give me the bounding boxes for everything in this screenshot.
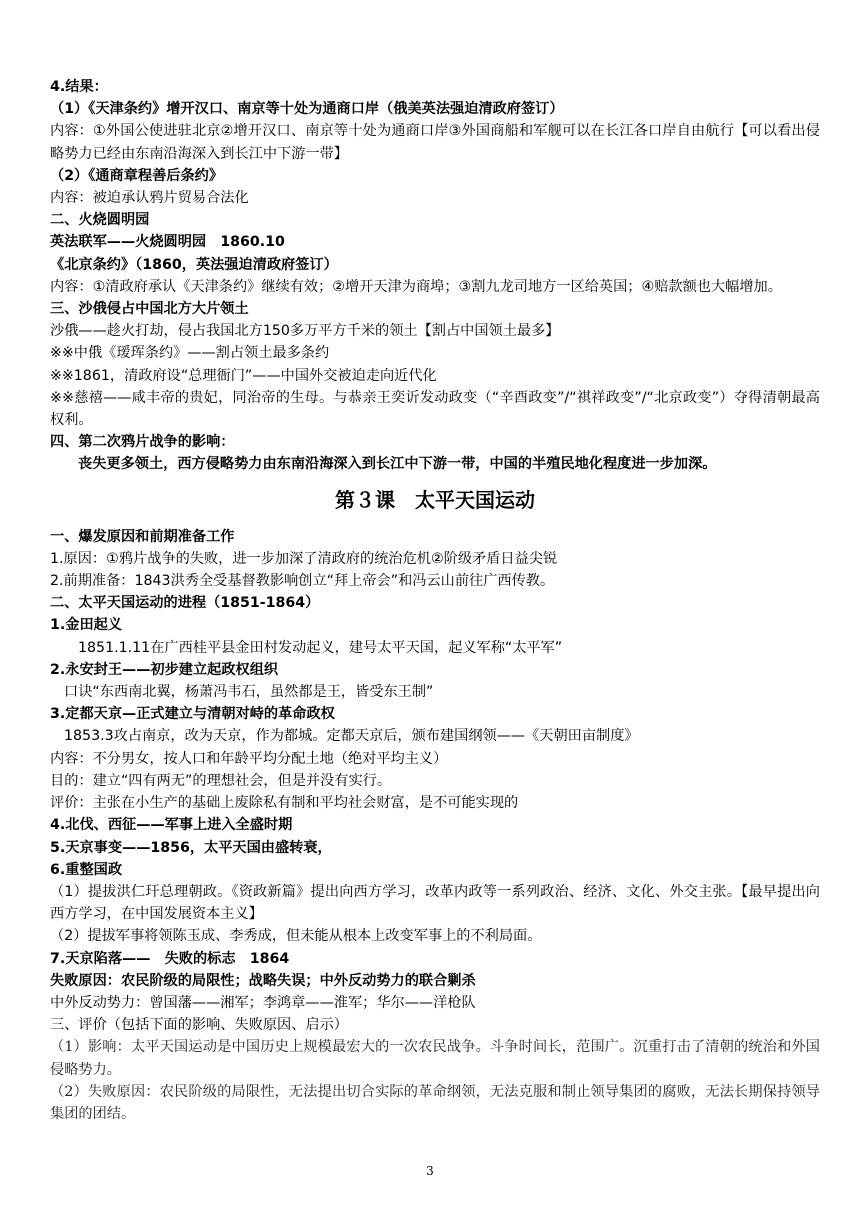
evaluation-paragraph: （2）失败原因：农民阶级的局限性，无法提出切合实际的革命纲领，无法克服和制止领导集团的腐败，无法长期保持领导集团的团结。 <box>50 1083 820 1122</box>
lesson-title: 第３课 太平天国运动 <box>335 487 535 512</box>
sub-heading: 2.永安封王——初步建立起政权组织 <box>50 661 279 678</box>
text-line: 《北京条约》（1860，英法强迫清政府签订） <box>50 256 338 273</box>
treaty-trade-line: （2）《通商章程善后条约》 <box>50 167 224 184</box>
text-line: 口诀“东西南北翼，杨萧冯韦石，虽然都是王，皆受东王制” <box>64 684 434 701</box>
treaty-tianjin-content: 内容：①外国公使进驻北京②增开汉口、南京等十处为通商口岸③外国商船和军舰可以在长江各口岸自由航行【可以看出侵略势力已经由东南沿海深入到长江中下游一带】 <box>50 123 820 162</box>
sub-heading: 5.天京事变——1856，太平天国由盛转衰， <box>50 839 332 856</box>
sub-heading: 6.重整国政 <box>50 861 123 878</box>
text-line: ※※1861，清政府设“总理衙门”——中国外交被迫走向近代化 <box>50 367 437 384</box>
section-heading: 4.结果： <box>50 79 108 95</box>
evaluation-paragraph: （1）影响：太平天国运动是中国历史上规模最宏大的一次农民战争。斗争时间长，范围广。沉重打击了清朝的统治和外国侵略势力。 <box>50 1039 820 1078</box>
treaty-trade-content: 内容：被迫承认鸦片贸易合法化 <box>50 190 249 207</box>
text-line: 沙俄——趁火打劫，侵占我国北方150多万平方千米的领土【割占中国领土最多】 <box>50 323 560 340</box>
part-heading: 四、第二次鸦片战争的影响： <box>50 434 235 451</box>
text-line: 中外反动势力：曾国藩——湘军；李鸿章——淮军；华尔——洋枪队 <box>50 994 476 1011</box>
text-line: 内容：不分男女，按人口和年龄平均分配土地（绝对平均主义） <box>50 750 448 767</box>
reform-paragraph: （1）提拔洪仁玕总理朝政。《资政新篇》提出向西方学习，改革内政等一系列政治、经济、文化、外交主张。【最早提出向西方学习，在中国发展资本主义】 <box>50 883 820 923</box>
sub-heading: 3.定都天京—正式建立与清朝对峙的革命政权 <box>50 706 335 723</box>
part-heading: 三、评价（包括下面的影响、失败原因、启示） <box>50 1017 348 1034</box>
sub-heading: 4.北伐、西征——军事上进入全盛时期 <box>50 817 293 834</box>
text-line: 评价：主张在小生产的基础上废除私有制和平均社会财富，是不可能实现的 <box>50 795 519 812</box>
part-heading: 二、太平天国运动的进程（1851-1864） <box>50 595 320 612</box>
text-line: 目的：建立“四有两无”的理想社会，但是并没有实行。 <box>50 772 392 789</box>
part-heading: 三、沙俄侵占中国北方大片领土 <box>50 301 249 318</box>
document-page <box>50 76 820 1125</box>
sub-heading: 1.金田起义 <box>50 617 123 634</box>
influence-text: 丧失更多领土，西方侵略势力由东南沿海深入到长江中下游一带，中国的半殖民地化程度进一步加深。 <box>78 456 717 473</box>
sub-heading: 7.天京陷落—— 失败的标志 1864 <box>50 950 290 967</box>
text-line: 1851.1.11在广西桂平县金田村发动起义，建号太平天国，起义军称“太平军” <box>78 639 563 656</box>
text-line: ※※中俄《瑷珲条约》——割占领土最多条约 <box>50 345 330 362</box>
text-line: 1.原因：①鸦片战争的失败，进一步加深了清政府的统治危机②阶级矛盾日益尖锐 <box>50 550 558 567</box>
text-line: 1853.3攻占南京，改为天京，作为都城。定都天京后，颁布建国纲领——《天朝田亩制度》 <box>64 728 639 745</box>
text-line: （2）提拔军事将领陈玉成、李秀成，但未能从根本上改变军事上的不利局面。 <box>50 928 542 945</box>
text-line: 英法联军——火烧圆明园 1860.10 <box>50 234 285 251</box>
page-number: 3 <box>426 1164 434 1178</box>
text-line: 失败原因：农民阶级的局限性；战略失误；中外反动势力的联合剿杀 <box>50 972 476 989</box>
cixi-paragraph: ※※慈禧——咸丰帝的贵妃，同治帝的生母。与恭亲王奕䜣发动政变（“辛酉政变”/“祺祥政变”/“北京政变”）夺得清朝最高权利。 <box>50 389 820 429</box>
beijing-treaty-content: 内容：①清政府承认《天津条约》继续有效；②增开天津为商埠；③割九龙司地方一区给英国；④赔款额也大幅增加。 <box>50 278 782 295</box>
part-heading: 二、火烧圆明园 <box>50 212 150 229</box>
text-line: 2.前期准备：1843洪秀全受基督教影响创立“拜上帝会”和冯云山前往广西传教。 <box>50 573 555 590</box>
treaty-tianjin-line: （1）《天津条约》增开汉口、南京等十处为通商口岸（俄美英法强迫清政府签订） <box>50 101 564 118</box>
part-heading: 一、爆发原因和前期准备工作 <box>50 528 235 545</box>
